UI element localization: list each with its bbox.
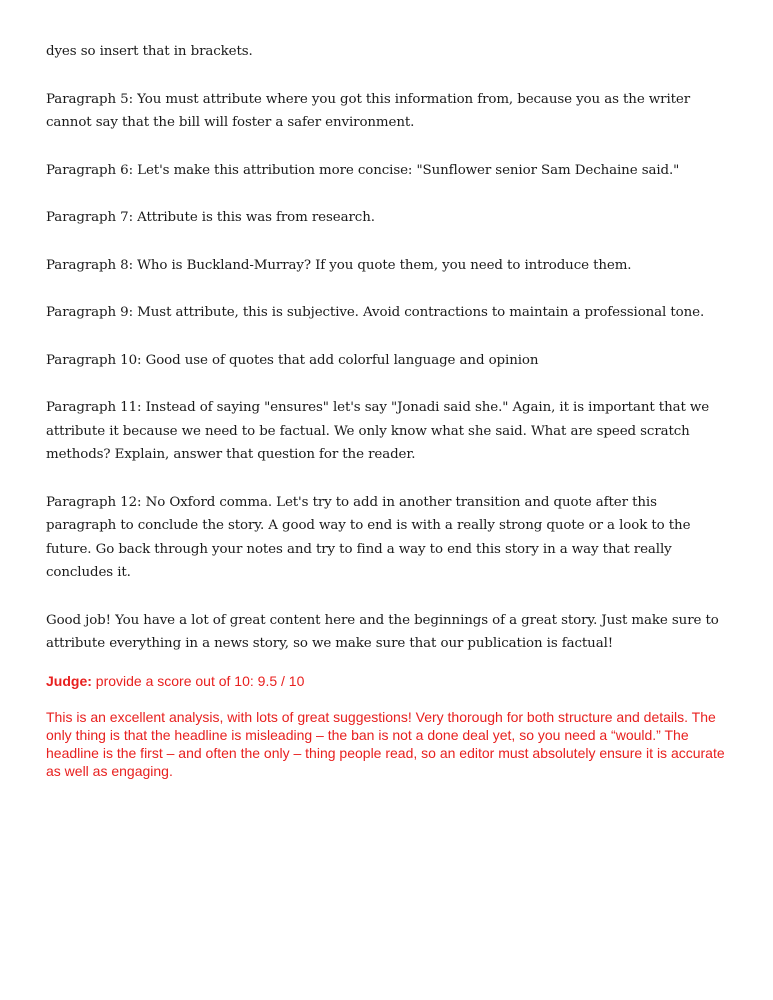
closing-feedback: Good job! You have a lot of great content here and the beginnings of a great story. Just make sure to attribute everything in a news story, so we make sure that our publication is factual! bbox=[46, 612, 719, 651]
judge-score-text: provide a score out of 10: 9.5 / 10 bbox=[91, 672, 305, 689]
paragraph-7-feedback: Paragraph 7: Attribute is this was from research. bbox=[46, 210, 375, 225]
judge-label: Judge: bbox=[46, 672, 92, 689]
paragraph-6-feedback: Paragraph 6: Let's make this attribution more concise: "Sunflower senior Sam Dechaine said." bbox=[46, 162, 680, 178]
paragraph-11-feedback: Paragraph 11: Instead of saying "ensures" let's say "Jonadi said she." Again, it is important that we attribute it because we need to be factual. We only know what she said. What are speed scratch methods? Explain, answer that question for the reader. bbox=[46, 400, 710, 462]
judge-comment: This is an excellent analysis, with lots of great suggestions! Very thorough for both structure and details. The only thing is that the headline is misleading – the ban is not a done deal yet, so you need a “would.” The headline is the first – and often the only – thing people read, so an editor must absolutely ensure it is accurate as well as engaging. bbox=[46, 708, 725, 779]
document-page bbox=[46, 40, 730, 780]
judge-score bbox=[46, 672, 730, 690]
paragraph-continuation: dyes so insert that in brackets. bbox=[46, 44, 253, 59]
paragraph-5-feedback: Paragraph 5: You must attribute where you got this information from, because you as the writer cannot say that the bill will foster a safer environment. bbox=[46, 91, 691, 130]
paragraph-8-feedback: Paragraph 8: Who is Buckland-Murray? If you quote them, you need to introduce them. bbox=[46, 257, 632, 273]
paragraph-9-feedback: Paragraph 9: Must attribute, this is subjective. Avoid contractions to maintain a professional tone. bbox=[46, 305, 705, 320]
paragraph-12-feedback: Paragraph 12: No Oxford comma. Let's try to add in another transition and quote after this paragraph to conclude the story. A good way to end is with a really strong quote or a look to the future. Go back through your notes and try to find a way to end this story in a way that really concludes it. bbox=[46, 494, 691, 580]
paragraph-10-feedback: Paragraph 10: Good use of quotes that add colorful language and opinion bbox=[46, 352, 539, 368]
